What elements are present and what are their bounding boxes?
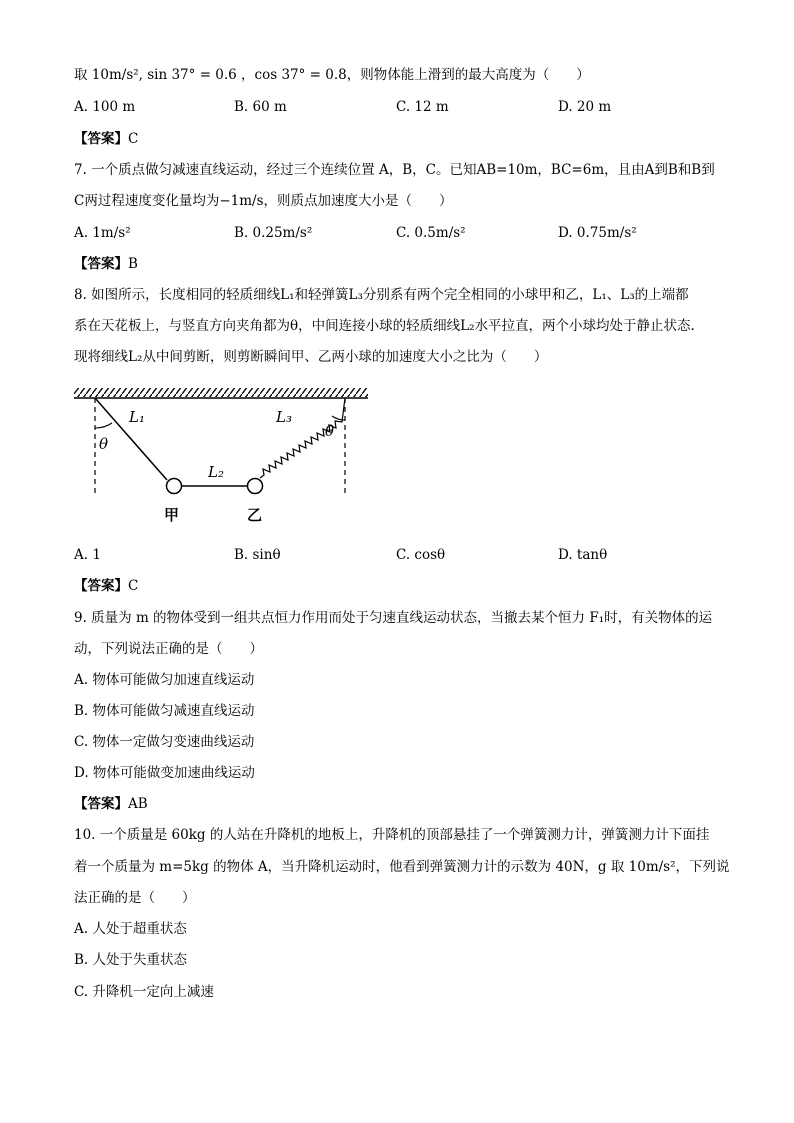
q8-stem-line1: 8. 如图所示，长度相同的轻质细线L₁和轻弹簧L₃分别系有两个完全相同的小球甲和乙，L₁、L₃的上端都 bbox=[74, 287, 689, 303]
q10-option-a: A. 人处于超重状态 bbox=[74, 921, 187, 937]
q6-answer bbox=[74, 130, 138, 148]
q10-stem-line2: 着一个质量为 m=5kg 的物体 A，当升降机运动时，他看到弹簧测力计的示数为 40N，g 取 10m/s²，下列说 bbox=[74, 859, 730, 875]
q6-option-c: C. 12 m bbox=[396, 99, 449, 115]
ball-yi bbox=[248, 479, 263, 494]
answer-tag: 【答案】 bbox=[74, 131, 128, 147]
answer-value: AB bbox=[128, 796, 148, 812]
label-L1: L₁ bbox=[129, 408, 145, 426]
q8-stem-line2: 系在天花板上，与竖直方向夹角都为θ，中间连接小球的轻质细线L₂水平拉直，两个小球均处于静止状态. bbox=[74, 318, 695, 334]
q10-option-b: B. 人处于失重状态 bbox=[74, 952, 188, 968]
q7-option-d: D. 0.75m/s² bbox=[558, 225, 637, 241]
q8-option-c: C. cosθ bbox=[396, 547, 446, 563]
q10-stem-line1: 10. 一个质量是 60kg 的人站在升降机的地板上，升降机的顶部悬挂了一个弹簧测力计，弹簧测力计下面挂 bbox=[74, 827, 710, 843]
q9-option-b: B. 物体可能做匀减速直线运动 bbox=[74, 703, 255, 719]
left-angle-arc bbox=[95, 423, 112, 428]
q7-option-a: A. 1m/s² bbox=[74, 225, 131, 241]
ball-jia bbox=[167, 479, 182, 494]
answer-tag: 【答案】 bbox=[74, 578, 128, 594]
answer-value: C bbox=[128, 578, 139, 594]
label-theta-right: θ bbox=[325, 422, 335, 440]
q8-diagram-svg bbox=[74, 386, 374, 531]
q8-option-a: A. 1 bbox=[74, 547, 101, 563]
q6-option-a: A. 100 m bbox=[74, 99, 136, 115]
q7-option-c: C. 0.5m/s² bbox=[396, 225, 466, 241]
answer-tag: 【答案】 bbox=[74, 256, 128, 272]
q6-stem-tail: 取 10m/s², sin 37° = 0.6 ，cos 37° = 0.8，则物体能上滑到的最大高度为（ ） bbox=[74, 67, 590, 83]
label-theta-left: θ bbox=[99, 435, 109, 453]
q6-option-b: B. 60 m bbox=[234, 99, 287, 115]
q9-answer bbox=[74, 795, 148, 813]
q10-option-c: C. 升降机一定向上减速 bbox=[74, 984, 214, 1000]
label-L2: L₂ bbox=[208, 463, 224, 481]
ceiling-hatch bbox=[74, 388, 368, 397]
q8-answer bbox=[74, 577, 138, 595]
q9-stem-line2: 动，下列说法正确的是（ ） bbox=[74, 641, 263, 657]
q7-option-b: B. 0.25m/s² bbox=[234, 225, 313, 241]
q8-stem-line3: 现将细线L₂从中间剪断，则剪断瞬间甲、乙两小球的加速度大小之比为（ ） bbox=[74, 349, 548, 365]
answer-value: C bbox=[128, 131, 139, 147]
q10-stem-line3: 法正确的是（ ） bbox=[74, 890, 196, 906]
q8-option-d: D. tanθ bbox=[558, 547, 608, 563]
q8-option-b: B. sinθ bbox=[234, 547, 281, 563]
label-yi: 乙 bbox=[247, 506, 263, 524]
label-jia: 甲 bbox=[164, 506, 180, 524]
answer-tag: 【答案】 bbox=[74, 796, 128, 812]
q7-stem-line2: C两过程速度变化量均为−1m/s，则质点加速度大小是（ ） bbox=[74, 193, 453, 209]
label-L3: L₃ bbox=[276, 408, 292, 426]
q9-option-a: A. 物体可能做匀加速直线运动 bbox=[74, 672, 255, 688]
q8-diagram bbox=[74, 386, 374, 535]
q9-option-c: C. 物体一定做匀变速曲线运动 bbox=[74, 734, 255, 750]
q6-option-d: D. 20 m bbox=[558, 99, 612, 115]
q7-answer bbox=[74, 255, 138, 273]
q9-stem-line1: 9. 质量为 m 的物体受到一组共点恒力作用而处于匀速直线运动状态，当撤去某个恒力 F₁时，有关物体的运 bbox=[74, 610, 713, 626]
answer-value: B bbox=[128, 256, 138, 272]
q7-stem-line1: 7. 一个质点做匀减速直线运动，经过三个连续位置 A，B，C。已知AB=10m，BC=6m，且由A到B和B到 bbox=[74, 162, 715, 178]
q9-option-d: D. 物体可能做变加速曲线运动 bbox=[74, 765, 255, 781]
